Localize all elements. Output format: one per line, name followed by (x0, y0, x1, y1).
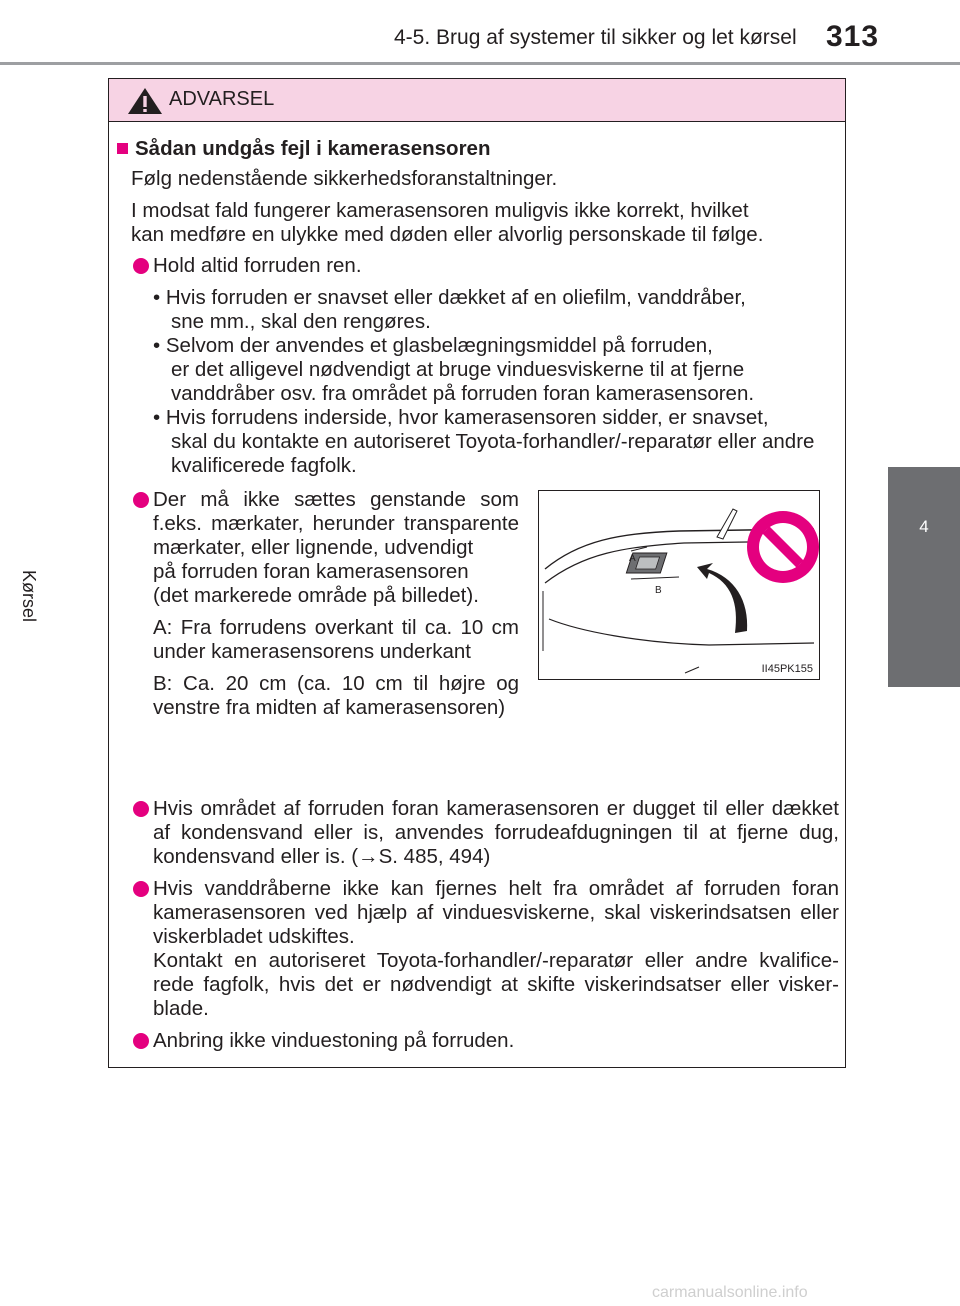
bullet-no-stickers: Der må ikke sættes genstande som f.eks. mærkater, herunder transparente mærkater, eller lignende, udvendigt på forruden foran kamerasensoren (det markerede område på billedet). (153, 488, 519, 607)
windshield-illustration (538, 490, 820, 680)
bullet-dot-icon (133, 258, 149, 274)
windshield-drawing (539, 491, 819, 679)
warning-title: ADVARSEL (169, 88, 275, 110)
bullet-dot-icon (133, 1033, 149, 1049)
label-a: A (629, 553, 636, 564)
bullet-wipers: Hvis vanddråberne ikke kan fjernes helt fra området af forruden foran kamerasensoren ved hjælp af vinduesviskerne, skal viskerindsatsen eller viskerbladet udskiftes. Kontakt en autoriseret Toyota-forhandler/-reparatør eller andre kvalifice- rede fagfolk, hvis det er nødvendigt at skifte viskerindsatser eller visker- blade. (153, 877, 839, 1020)
bullet-dot-icon (133, 881, 149, 897)
chapter-label: Kørsel (19, 570, 39, 623)
bullet-dot-icon (133, 492, 149, 508)
warning-triangle-icon (127, 87, 163, 115)
square-bullet-icon (117, 143, 128, 154)
bullet-defog: Hvis området af forruden foran kamerasensoren er dugget til eller dækket af kondensvand eller is, anvendes forrudeafdugningen til at fjerne dug, kondensvand eller is. (→S. 485, 494) (153, 797, 839, 868)
page-header (0, 0, 960, 62)
section-title: 4-5. Brug af systemer til sikker og let kørsel (394, 26, 797, 49)
header-rule (0, 62, 960, 65)
intro-text-2: I modsat fald fungerer kamerasensoren muligvis ikke korrekt, hvilket kan medføre en ulykke med døden eller alvorlig personskade til følge. (131, 199, 764, 246)
page-number: 313 (826, 20, 880, 53)
figure-caption: II45PK155 (761, 663, 813, 675)
label-b: B (655, 585, 662, 596)
warning-header (109, 79, 845, 122)
chapter-tab (888, 467, 960, 687)
chapter-number: 4 (919, 517, 929, 536)
sub-bullet-3: • Hvis forrudens inderside, hvor kamerasensoren sidder, er snavset, skal du kontakte en autoriseret Toyota-forhandler/-reparatør eller andre kvalificerede fagfolk. (153, 406, 815, 477)
note-b: B: Ca. 20 cm (ca. 10 cm til højre og venstre fra midten af kamerasensoren) (153, 672, 519, 719)
bullet-no-tinting: Anbring ikke vinduestoning på forruden. (153, 1029, 515, 1052)
sub-bullet-2: • Selvom der anvendes et glasbelægningsmiddel på forruden, er det alligevel nødvendigt at bruge vinduesviskerne til at fjerne vanddråber osv. fra området på forruden foran kamerasensoren. (153, 334, 755, 405)
bullet-dot-icon (133, 801, 149, 817)
footer-watermark: carmanualsonline.info (652, 1284, 808, 1301)
intro-text-1: Følg nedenstående sikkerhedsforanstaltninger. (131, 167, 558, 190)
note-a: A: Fra forrudens overkant til ca. 10 cm under kamerasensorens underkant (153, 616, 519, 663)
section-heading: Sådan undgås fejl i kamerasensoren (117, 137, 490, 161)
bullet-keep-clean: Hold altid forruden ren. (153, 254, 362, 277)
sub-bullet-1: • Hvis forruden er snavset eller dækket af en oliefilm, vanddråber, sne mm., skal den rengøres. (153, 286, 746, 333)
